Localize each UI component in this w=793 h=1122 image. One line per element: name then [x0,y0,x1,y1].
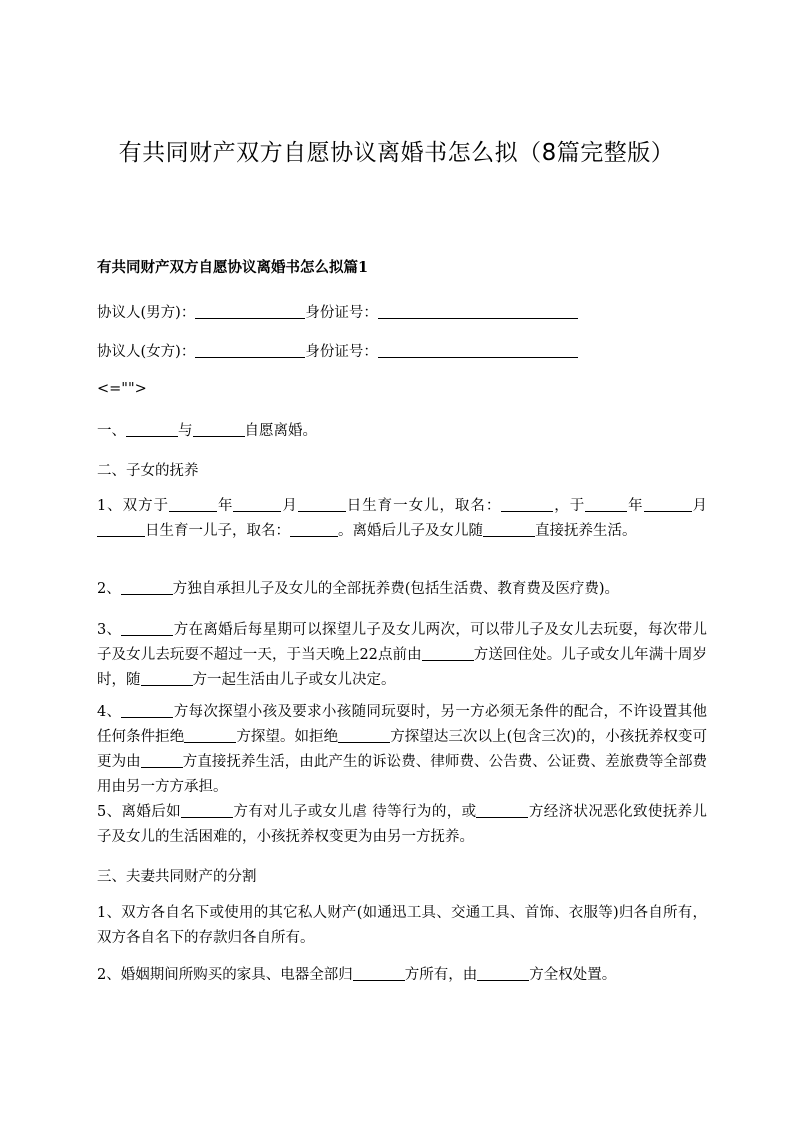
blank-field [121,620,173,636]
blank-field [501,496,553,512]
para-text: 方探望。如拒绝 [236,729,339,745]
paragraph-6: 1、双方各自名下或使用的其它私人财产(如通迅工具、交通工具、首饰、衣服等)归各自所有，双方各自名下的存款归各自所有。 [97,905,707,946]
para-text: 方所有，由 [404,967,478,983]
party-male-label: 协议人(男方)： [97,305,196,321]
blank-field [644,496,692,512]
code-line: <=""> [97,381,147,397]
paragraph-1 [97,494,707,544]
para-text: 方在离婚后每星期可以探望儿子及女儿两次，可以带儿子及女儿去玩耍，每次带儿子及女儿去玩耍不超过一天，于当天晚上22点前由 [97,622,707,663]
blank-field [195,342,305,358]
blank-field [97,521,145,537]
party-female-line [97,341,578,363]
para-text: 直接抚养生活。 [535,523,637,539]
blank-field [338,727,390,743]
blank-field [290,521,338,537]
para-text: 方经济状况恶化致使抚养儿子及女儿的生活困难的，小孩抚养权变更为由另一方抚养。 [97,804,708,845]
blank-field [195,303,305,319]
para-text: 1、双方于 [97,498,169,514]
party-male-line [97,302,578,324]
paragraph-3 [97,618,707,693]
para-text: 方一起生活由儿子或女儿决定。 [192,672,396,688]
document-title: 有共同财产双方自愿协议离婚书怎么拟（8篇完整版） [118,140,675,166]
paragraph-4 [97,700,707,800]
blank-field [121,579,173,595]
para-text: 年 [627,498,644,514]
para-text: 5、离婚后如 [97,804,182,820]
para-text: 2、婚姻期间所购买的家具、电器全部归 [97,967,353,983]
blank-field [184,727,236,743]
para-text: 3、 [97,622,122,638]
para-text: 方独自承担儿子及女儿的全部抚养费(包括生活费、教育费及医疗费)。 [172,581,620,597]
blank-field [181,802,233,818]
blank-field [121,702,173,718]
item-text: 与 [178,423,193,439]
section-title: 有共同财产双方自愿协议离婚书怎么拟篇1 [97,259,369,276]
para-text: 日生育一女儿，取名： [345,498,502,514]
paragraph-7 [97,963,707,988]
heading-property: 三、夫妻共同财产的分割 [97,869,257,885]
id-label: 身份证号： [305,344,378,360]
para-text: 月 [281,498,298,514]
para-text: 月 [691,498,708,514]
blank-field [233,496,281,512]
blank-field [483,521,535,537]
item-text: 自愿离婚。 [244,423,317,439]
item-text: 一、 [97,423,126,439]
para-text: 方全权处置。 [529,967,617,983]
blank-field [585,496,627,512]
id-label: 身份证号： [305,305,378,321]
para-text: 方送回住处。儿子或女儿年满十周岁时，随 [97,647,708,688]
blank-field [193,421,245,437]
blank-field [298,496,346,512]
blank-field [141,670,193,686]
blank-field [169,496,217,512]
blank-field [126,421,178,437]
blank-field [378,342,578,358]
para-text: 。离婚后儿子及女儿随 [338,523,483,539]
para-text: 2、 [97,581,121,597]
paragraph-2 [97,577,707,602]
blank-field [141,752,183,768]
para-text: 方探望达三次以上(包含三次)的，小孩抚养权变可更为由 [97,729,708,770]
blank-field [353,965,405,981]
blank-field [477,965,529,981]
para-text: 年 [217,498,234,514]
party-female-label: 协议人(女方)： [97,344,196,360]
para-text: 4、 [97,704,122,720]
para-text: 日生育一儿子，取名： [145,523,290,539]
heading-children: 二、子女的抚养 [97,463,199,479]
blank-field [378,303,578,319]
para-text: 方直接抚养生活，由此产生的诉讼费、律师费、公告费、公证费、差旅费等全部费用由另一方方承担。 [97,754,708,795]
para-text: ，于 [553,498,586,514]
item-1-line [97,420,317,442]
para-text: 方每次探望小孩及要求小孩随同玩耍时，另一方必须无条件的配合，不许设置其他任何条件拒绝 [97,704,707,745]
blank-field [422,645,474,661]
para-text: 方有对儿子或女儿虐 待等行为的，或 [233,804,477,820]
paragraph-5 [97,800,707,850]
blank-field [476,802,528,818]
